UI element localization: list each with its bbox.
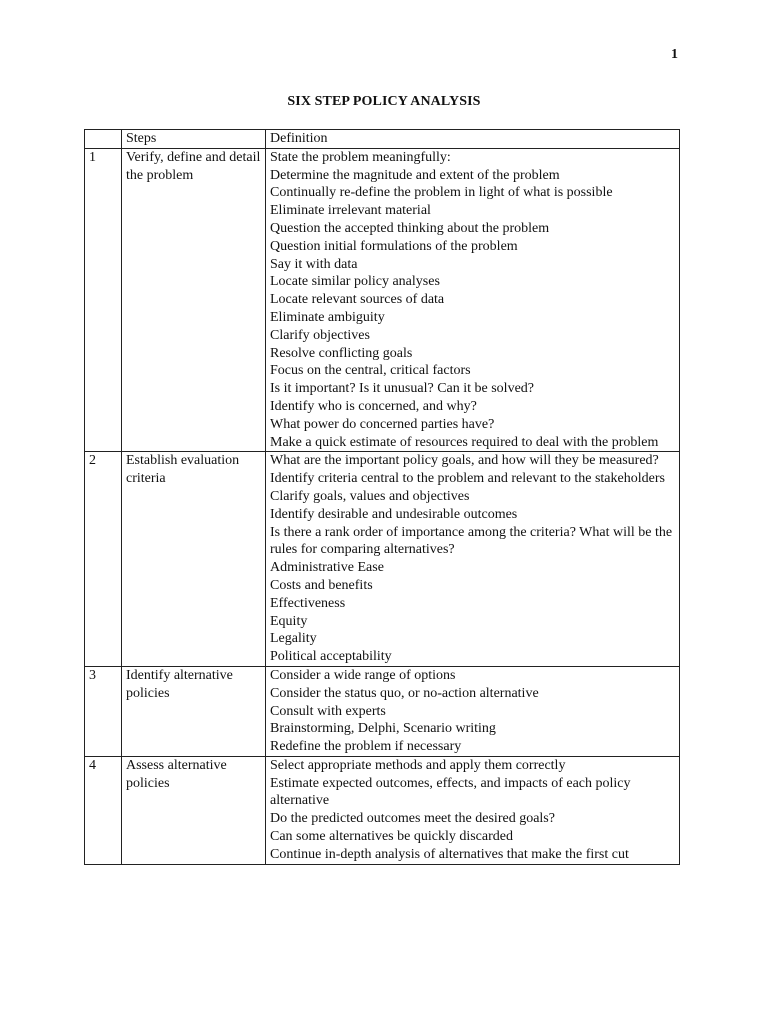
definition-item: Locate relevant sources of data bbox=[270, 292, 445, 308]
table-header-row bbox=[85, 130, 680, 149]
definition-item: Legality bbox=[270, 631, 317, 647]
step-number: 3 bbox=[85, 666, 122, 756]
step-number: 4 bbox=[85, 756, 122, 864]
definition-item: Continually re-define the problem in light of what is possible bbox=[270, 185, 613, 201]
definition-item: Select appropriate methods and apply them correctly bbox=[270, 757, 566, 773]
definition-item: Costs and benefits bbox=[270, 577, 373, 593]
definition-item: Is it important? Is it unusual? Can it be solved? bbox=[270, 381, 535, 397]
definition-item: Political acceptability bbox=[270, 649, 392, 665]
table-body bbox=[85, 148, 680, 864]
header-definition: Definition bbox=[266, 130, 680, 149]
step-definition bbox=[266, 148, 680, 452]
definition-item: Eliminate ambiguity bbox=[270, 309, 385, 325]
definition-item: Locate similar policy analyses bbox=[270, 274, 440, 290]
step-name: Verify, define and detail the problem bbox=[122, 148, 266, 452]
step-number: 1 bbox=[85, 148, 122, 452]
policy-analysis-table bbox=[84, 129, 680, 865]
definition-item: Question initial formulations of the problem bbox=[270, 238, 518, 254]
definition-item: Equity bbox=[270, 613, 308, 629]
table-row bbox=[85, 756, 680, 864]
table-row bbox=[85, 666, 680, 756]
definition-item: Consult with experts bbox=[270, 703, 386, 719]
definition-item: Identify criteria central to the problem and relevant to the stakeholders bbox=[270, 471, 665, 487]
definition-item: Clarify goals, values and objectives bbox=[270, 488, 470, 504]
definition-item: Make a quick estimate of resources required to deal with the problem bbox=[270, 434, 659, 450]
header-steps: Steps bbox=[122, 130, 266, 149]
definition-item: Consider the status quo, or no-action alternative bbox=[270, 685, 539, 701]
definition-item: Effectiveness bbox=[270, 595, 346, 611]
definition-item: Brainstorming, Delphi, Scenario writing bbox=[270, 721, 496, 737]
definition-item: Resolve conflicting goals bbox=[270, 345, 413, 361]
definition-item: Consider a wide range of options bbox=[270, 667, 456, 683]
definition-item: Determine the magnitude and extent of the problem bbox=[270, 167, 560, 183]
definition-item: Do the predicted outcomes meet the desired goals? bbox=[270, 811, 555, 827]
definition-item: Redefine the problem if necessary bbox=[270, 739, 462, 755]
definition-item: Administrative Ease bbox=[270, 560, 384, 576]
definition-item: What are the important policy goals, and how will they be measured? bbox=[270, 453, 659, 469]
definition-item: Question the accepted thinking about the problem bbox=[270, 220, 550, 236]
step-definition bbox=[266, 452, 680, 667]
definition-item: Continue in-depth analysis of alternatives that make the first cut bbox=[270, 846, 629, 862]
definition-item: Identify who is concerned, and why? bbox=[270, 398, 477, 414]
definition-item: What power do concerned parties have? bbox=[270, 416, 495, 432]
step-name: Establish evaluation criteria bbox=[122, 452, 266, 667]
definition-item: Clarify objectives bbox=[270, 327, 370, 343]
definition-item: Focus on the central, critical factors bbox=[270, 363, 471, 379]
definition-item: Estimate expected outcomes, effects, and impacts of each policy alternative bbox=[270, 775, 631, 809]
step-name: Identify alternative policies bbox=[122, 666, 266, 756]
definition-item: State the problem meaningfully: bbox=[270, 149, 451, 165]
table-row bbox=[85, 452, 680, 667]
document-title: SIX STEP POLICY ANALYSIS bbox=[287, 94, 481, 109]
step-number: 2 bbox=[85, 452, 122, 667]
definition-item: Eliminate irrelevant material bbox=[270, 203, 431, 219]
definition-item: Can some alternatives be quickly discarded bbox=[270, 829, 513, 845]
definition-item: Identify desirable and undesirable outcomes bbox=[270, 506, 518, 522]
step-definition bbox=[266, 666, 680, 756]
definition-item: Say it with data bbox=[270, 256, 358, 272]
page-number: 1 bbox=[671, 47, 678, 62]
table-row bbox=[85, 148, 680, 452]
definition-item: Is there a rank order of importance among the criteria? What will be the rules for comparing alternatives? bbox=[270, 524, 673, 558]
header-number bbox=[85, 130, 122, 149]
step-name: Assess alternative policies bbox=[122, 756, 266, 864]
step-definition bbox=[266, 756, 680, 864]
